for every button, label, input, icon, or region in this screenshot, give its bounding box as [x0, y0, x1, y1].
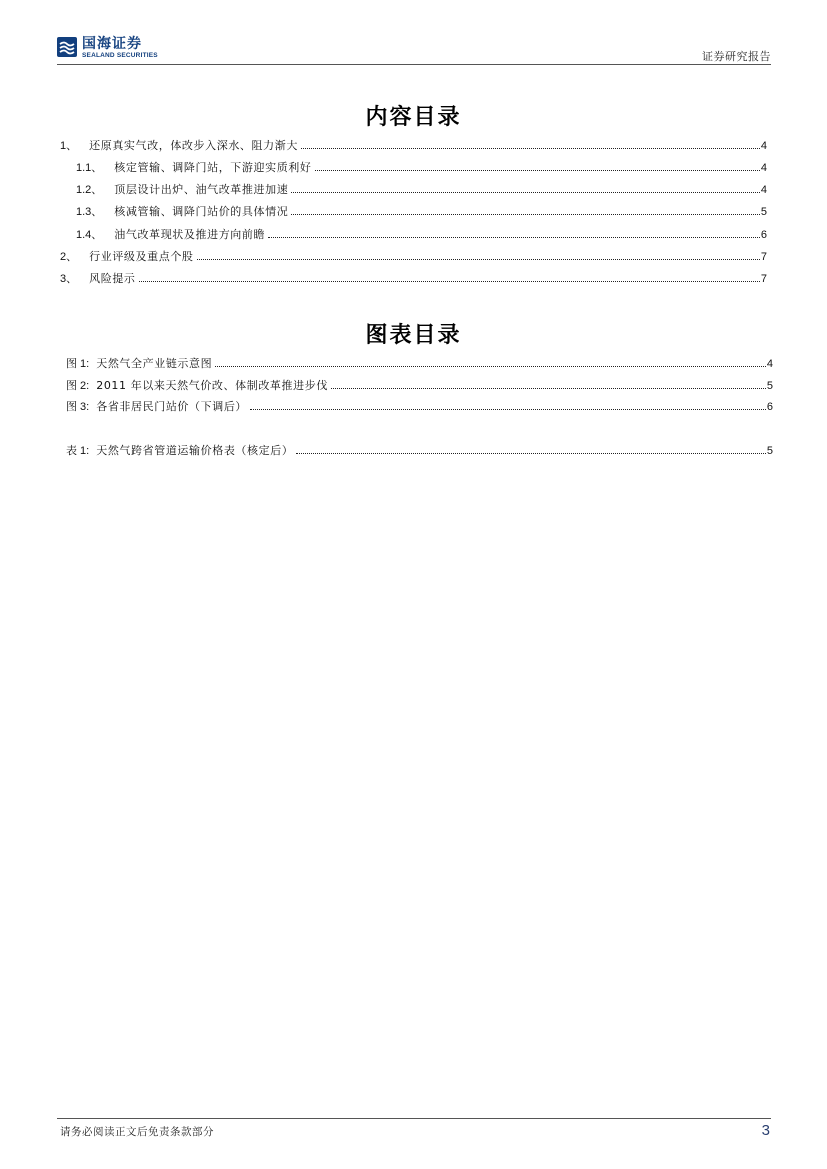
toc-page-number: 7	[760, 273, 767, 285]
toc-title: 核减管输、调降门站价的具体情况	[114, 205, 289, 218]
toc-page-number: 5	[760, 206, 767, 218]
toc-number: 1.4、	[76, 229, 103, 241]
toc-leader	[301, 148, 760, 149]
toc-entry[interactable]	[76, 228, 767, 242]
toc-title: 风险提示	[89, 272, 136, 285]
toc-page-number: 7	[760, 251, 767, 263]
toc-number: 1、	[60, 140, 78, 152]
toc-title: 顶层设计出炉、油气改革推进加速	[114, 183, 289, 196]
figure-entry[interactable]	[66, 379, 773, 393]
contents-title: 内容目录	[365, 104, 462, 130]
figure-number: 图 3:	[66, 401, 90, 413]
figure-number: 图 1:	[66, 358, 90, 370]
toc-leader	[291, 214, 760, 215]
toc-page-number: 4	[760, 140, 767, 152]
figure-page-number: 6	[766, 401, 773, 413]
logo-chinese-name: 国海证券	[82, 36, 142, 52]
toc-leader	[315, 170, 760, 171]
figures-title: 图表目录	[365, 322, 462, 348]
toc-number: 1.1、	[76, 162, 103, 174]
disclaimer-note: 请务必阅读正文后免责条款部分	[60, 1126, 214, 1138]
toc-entry[interactable]	[76, 205, 767, 219]
toc-page-number: 6	[760, 229, 767, 241]
toc-number: 1.2、	[76, 184, 103, 196]
company-logo	[57, 36, 158, 60]
table-number: 表 1:	[66, 445, 90, 457]
toc-title: 还原真实气改，体改步入深水、阻力渐大	[89, 139, 298, 152]
toc-leader	[197, 259, 760, 260]
toc-page-number: 4	[760, 162, 767, 174]
toc-entry[interactable]	[60, 272, 767, 286]
figure-leader	[215, 366, 766, 367]
logo-english-name: SEALAND SECURITIES	[82, 52, 158, 59]
figure-entry[interactable]	[66, 357, 773, 371]
toc-number: 1.3、	[76, 206, 103, 218]
table-entry[interactable]	[66, 444, 773, 458]
figure-leader	[250, 409, 766, 410]
toc-number: 2、	[60, 251, 78, 263]
figure-page-number: 4	[766, 358, 773, 370]
toc-title: 行业评级及重点个股	[89, 250, 194, 263]
report-type-label: 证券研究报告	[702, 50, 771, 63]
figure-title: 各省非居民门站价（下调后）	[96, 400, 248, 413]
table-leader	[296, 453, 765, 454]
figure-page-number: 5	[766, 380, 773, 392]
footer-divider	[57, 1118, 771, 1119]
toc-entry[interactable]	[76, 183, 767, 197]
table-title: 天然气跨省管道运输价格表（核定后）	[96, 444, 294, 457]
figure-title: 2011 年以来天然气价改、体制改革推进步伐	[96, 379, 328, 392]
toc-number: 3、	[60, 273, 78, 285]
table-page-number: 5	[766, 445, 773, 457]
sealand-logo-icon	[57, 36, 77, 58]
toc-entry[interactable]	[60, 250, 767, 264]
toc-leader	[268, 237, 760, 238]
toc-entry[interactable]	[60, 139, 767, 153]
page-header	[57, 36, 771, 64]
figure-number: 图 2:	[66, 380, 90, 392]
figure-title: 天然气全产业链示意图	[96, 357, 213, 370]
toc-leader	[291, 192, 760, 193]
toc-entry[interactable]	[76, 161, 767, 175]
toc-page-number: 4	[760, 184, 767, 196]
figure-entry[interactable]	[66, 400, 773, 414]
page-number: 3	[761, 1122, 770, 1139]
toc-title: 核定管输、调降门站，下游迎实质利好	[114, 161, 312, 174]
header-divider	[57, 64, 771, 65]
toc-title: 油气改革现状及推进方向前瞻	[114, 228, 266, 241]
toc-leader	[139, 281, 760, 282]
figure-leader	[331, 388, 766, 389]
